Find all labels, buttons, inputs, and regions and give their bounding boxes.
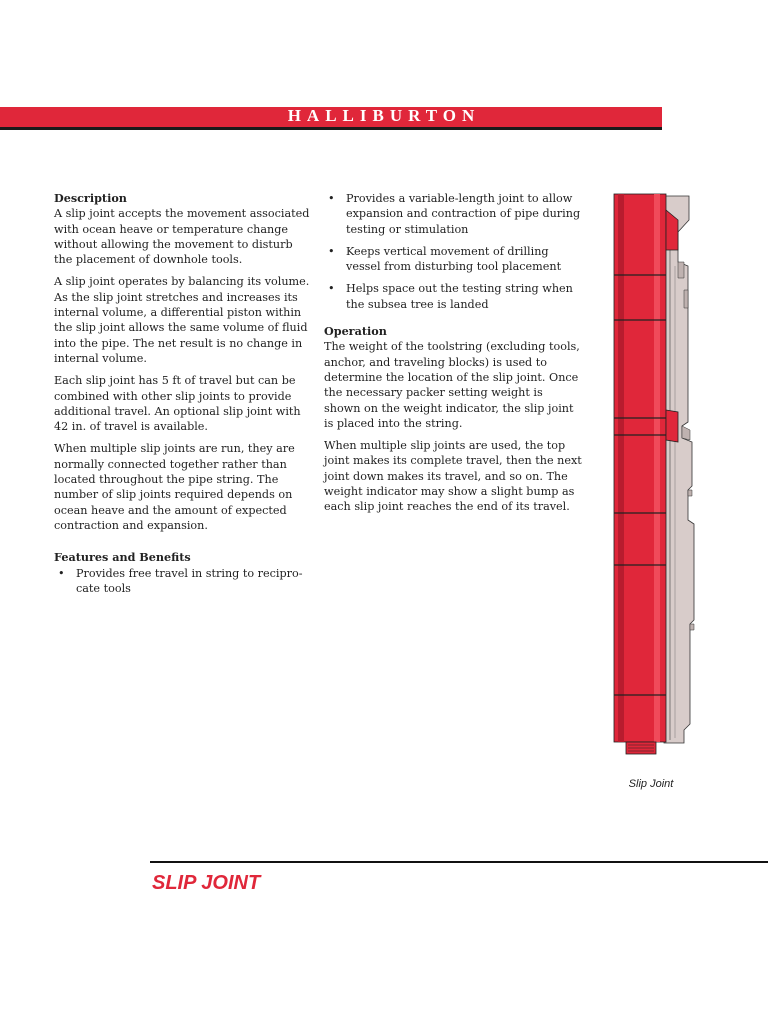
brand-bar-shadow — [0, 127, 662, 130]
description-paragraph: A slip joint accepts the movement associated with ocean heave or temperature change without allowing the movement to disturb the placement of downhole tools. — [54, 207, 310, 267]
description-paragraph: When multiple slip joints are run, they are normally connected together rather than located throughout the pipe string. The number of slip joints required depends on ocean heave and the amount of expected contraction and expansion. — [54, 442, 295, 532]
description-paragraph: Each slip joint has 5 ft of travel but can be combined with other slip joints to provide additional travel. An optional slip joint with 42 in. of travel is available. — [54, 374, 301, 434]
footer-rule — [150, 861, 768, 863]
features-list — [54, 566, 312, 597]
right-column — [324, 191, 582, 522]
operation-paragraph: The weight of the toolstring (excluding tools, anchor, and traveling blocks) is used to determine the location of the slip joint. Once the necessary packer setting weight is shown on the weight indicator, the slip joint is placed into the string. — [324, 340, 580, 430]
brand-name: HALLIBURTON — [287, 106, 481, 125]
footer-title: SLIP JOINT — [152, 872, 261, 894]
description-heading: Description — [54, 191, 127, 205]
operation-paragraph: When multiple slip joints are used, the top joint makes its complete travel, then the next joint down makes its travel, and so on. The weight indicator may show a slight bump as each slip joint reaches the end of its travel. — [324, 439, 582, 514]
features-list-continued — [324, 191, 582, 312]
features-bullet: • Helps space out the testing string when the subsea tree is landed — [324, 281, 582, 312]
figure-caption: Slip Joint — [628, 778, 674, 790]
slip-joint-illustration — [604, 190, 700, 760]
features-bullet: • Provides free travel in string to recipro-cate tools — [54, 566, 312, 597]
features-bullet: • Provides a variable-length joint to allow expansion and contraction of pipe during testing or stimulation — [324, 191, 582, 237]
left-column — [54, 191, 312, 603]
operation-heading: Operation — [324, 324, 387, 339]
features-heading: Features and Benefits — [54, 550, 191, 565]
description-paragraph: A slip joint operates by balancing its volume. As the slip joint stretches and increases its internal volume, a differential piston within the slip joint allows the same volume of fluid into the pipe. The net result is no change in internal volume. — [54, 275, 310, 365]
features-bullet: • Keeps vertical movement of drilling vessel from disturbing tool placement — [324, 244, 582, 275]
